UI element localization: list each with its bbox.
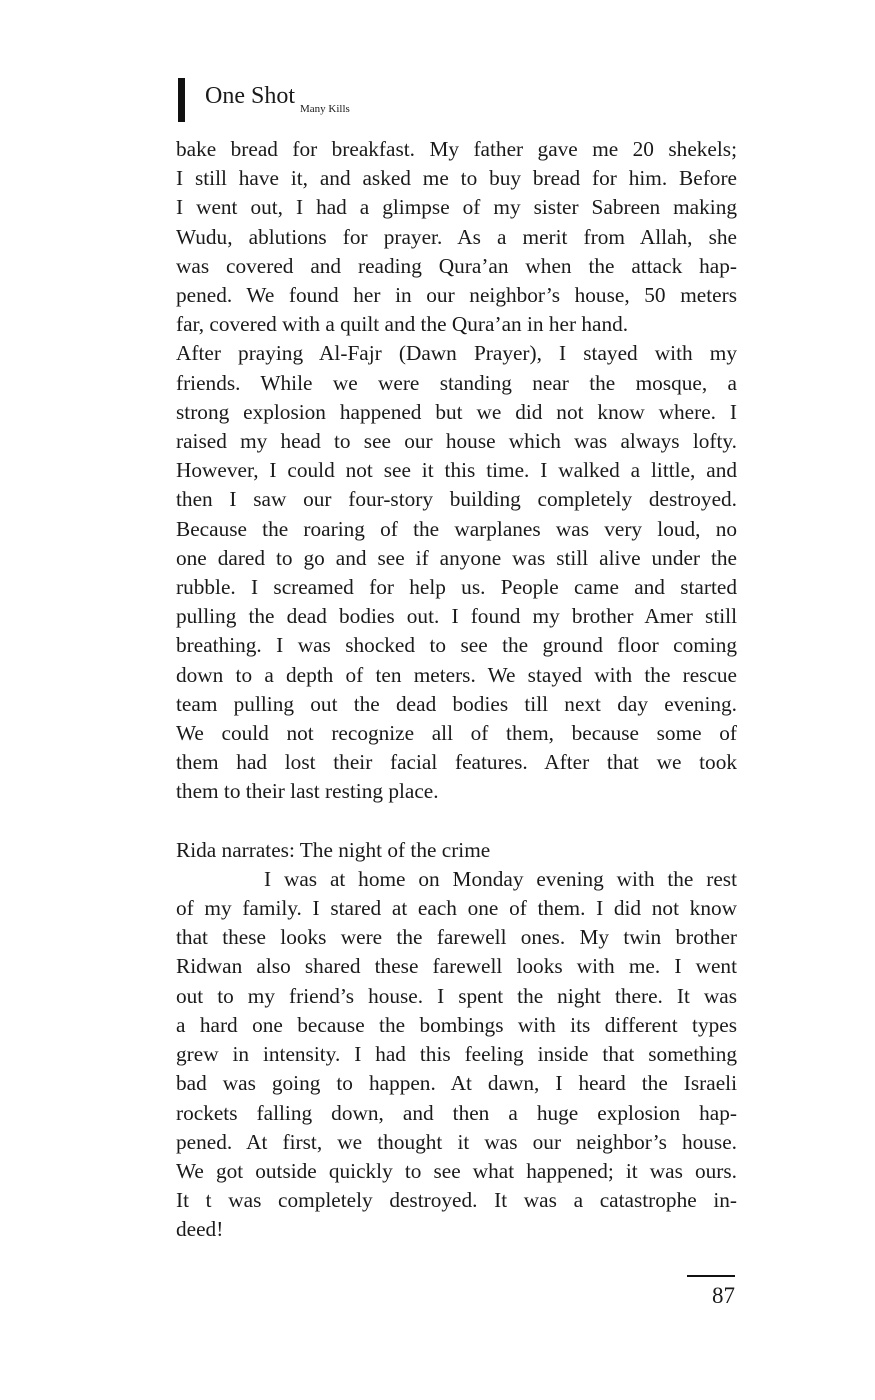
section-heading: Rida narrates: The night of the crime bbox=[176, 837, 491, 862]
text-line: pened. We found her in our neighbor’s house, 50 meters bbox=[176, 283, 737, 308]
text-line: I still have it, and asked me to buy bread for him. Before bbox=[176, 166, 737, 191]
text-line: then I saw our four-story building completely destroyed. bbox=[176, 487, 737, 512]
text-line: friends. While we were standing near the mosque, a bbox=[176, 370, 737, 395]
text-line: strong explosion happened but we did not know where. I bbox=[176, 399, 737, 424]
text-line: It t was completely destroyed. It was a catastrophe in- bbox=[176, 1188, 737, 1213]
text-line: pulling the dead bodies out. I found my brother Amer still bbox=[176, 604, 737, 629]
text-line: grew in intensity. I had this feeling inside that something bbox=[176, 1042, 737, 1067]
text-line: down to a depth of ten meters. We stayed with the rescue bbox=[176, 662, 737, 687]
paragraph-gap bbox=[176, 807, 737, 836]
book-subtitle: Many Kills bbox=[300, 103, 350, 115]
text-line: pened. At first, we thought it was our neighbor’s house. bbox=[176, 1129, 737, 1154]
running-header bbox=[178, 78, 350, 122]
header-bar bbox=[178, 78, 185, 122]
text-line: We could not recognize all of them, because some of bbox=[176, 721, 737, 746]
text-line: them had lost their facial features. After that we took bbox=[176, 750, 737, 775]
text-line: Because the roaring of the warplanes was very loud, no bbox=[176, 516, 737, 541]
text-line: deed! bbox=[176, 1217, 224, 1242]
page-body bbox=[176, 135, 737, 1245]
text-line: I went out, I had a glimpse of my sister Sabreen making bbox=[176, 195, 737, 220]
text-line: breathing. I was shocked to see the ground floor coming bbox=[176, 633, 737, 658]
text-line: rockets falling down, and then a huge explosion hap- bbox=[176, 1100, 737, 1125]
text-line: them to their last resting place. bbox=[176, 779, 439, 804]
paragraph-2 bbox=[176, 339, 737, 806]
text-line: rubble. I screamed for help us. People came and started bbox=[176, 575, 737, 600]
text-line: a hard one because the bombings with its different types bbox=[176, 1012, 737, 1037]
text-line: Ridwan also shared these farewell looks with me. I went bbox=[176, 954, 737, 979]
text-line: After praying Al-Fajr (Dawn Prayer), I stayed with my bbox=[176, 341, 737, 366]
text-line: bake bread for breakfast. My father gave me 20 shekels; bbox=[176, 137, 737, 161]
paragraph-1 bbox=[176, 135, 737, 339]
page-number-rule bbox=[687, 1275, 735, 1277]
text-line: However, I could not see it this time. I walked a little, and bbox=[176, 458, 737, 483]
text-line: Wudu, ablutions for prayer. As a merit from Allah, she bbox=[176, 224, 737, 249]
text-line: one dared to go and see if anyone was still alive under the bbox=[176, 545, 737, 570]
book-title: One Shot bbox=[205, 83, 295, 109]
text-line: was covered and reading Qura’an when the attack hap- bbox=[176, 253, 737, 278]
text-line: that these looks were the farewell ones. My twin brother bbox=[176, 925, 737, 950]
text-line: raised my head to see our house which was always lofty. bbox=[176, 429, 737, 454]
paragraph-3 bbox=[176, 865, 737, 1245]
text-line: team pulling out the dead bodies till next day evening. bbox=[176, 691, 737, 716]
text-line: far, covered with a quilt and the Qura’an in her hand. bbox=[176, 312, 629, 337]
text-line: bad was going to happen. At dawn, I heard the Israeli bbox=[176, 1071, 737, 1096]
page-number: 87 bbox=[712, 1283, 735, 1308]
text-line: out to my friend’s house. I spent the night there. It was bbox=[176, 983, 737, 1008]
text-line: I was at home on Monday evening with the rest bbox=[264, 866, 737, 891]
text-line: of my family. I stared at each one of them. I did not know bbox=[176, 896, 737, 921]
text-line: We got outside quickly to see what happened; it was ours. bbox=[176, 1158, 737, 1183]
